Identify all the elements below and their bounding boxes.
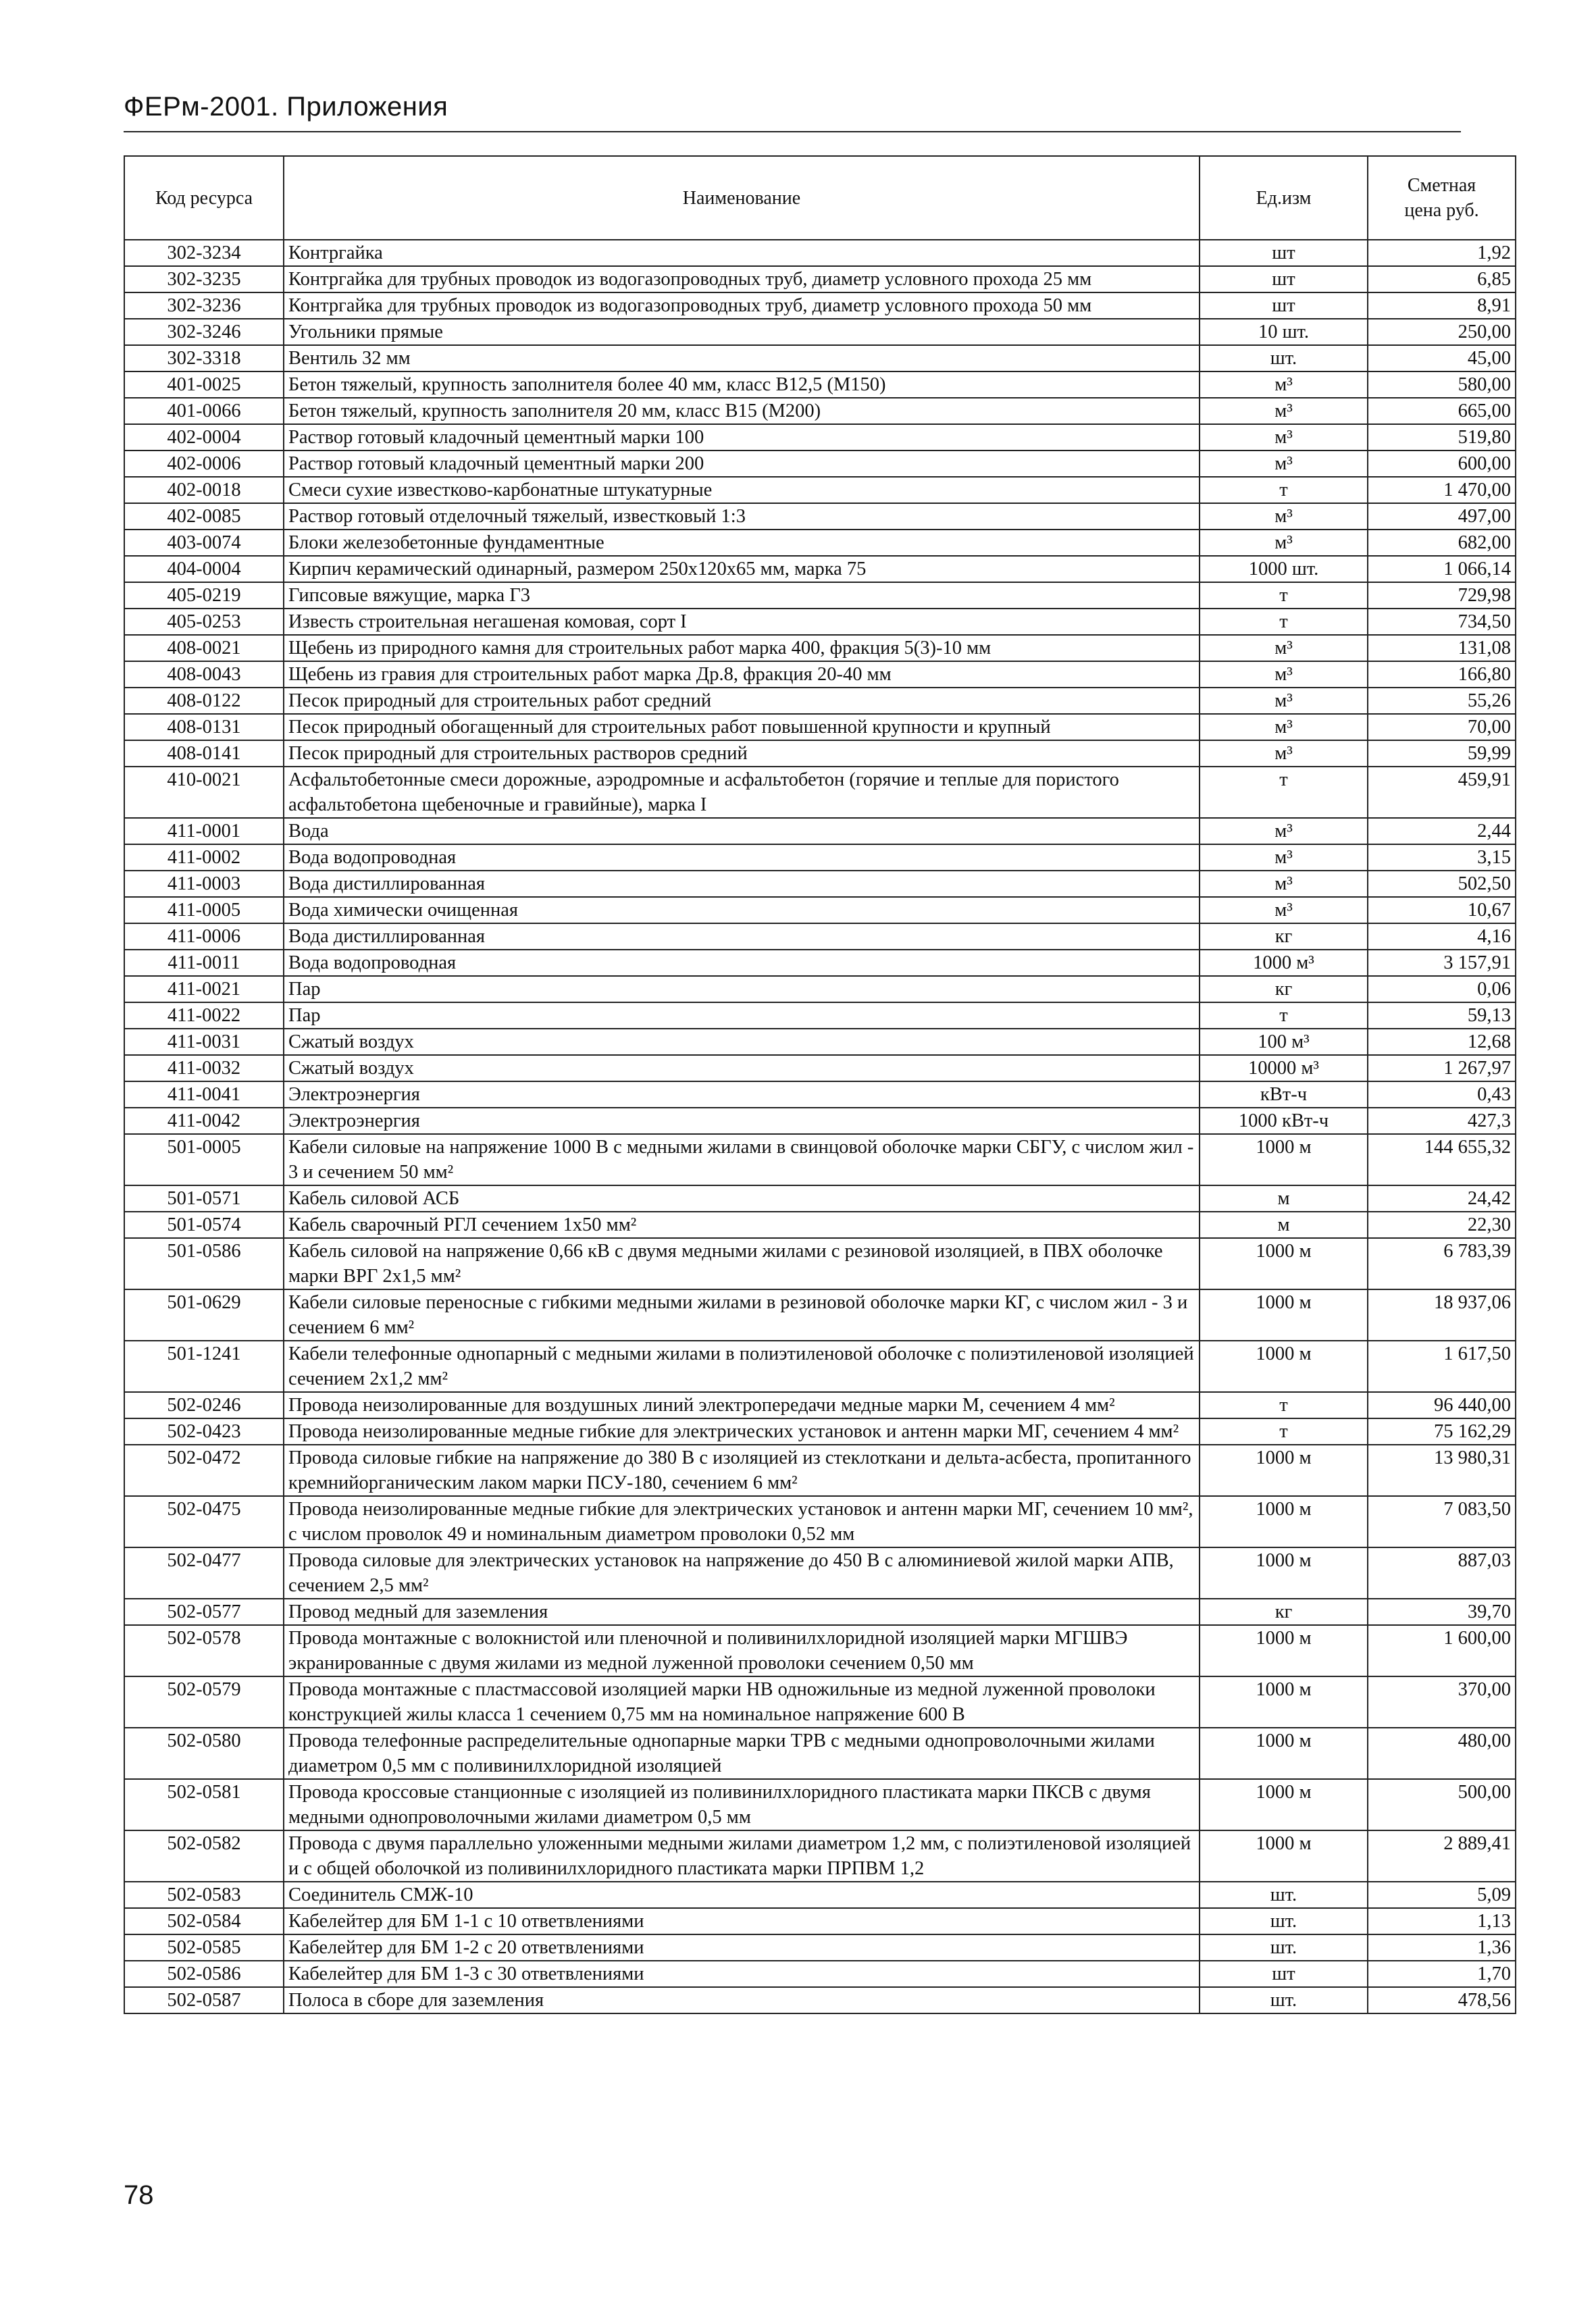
- cell-unit: шт.: [1200, 1987, 1368, 2013]
- table-row: [124, 477, 1516, 503]
- table-header-row: [124, 156, 1516, 240]
- cell-price: 8,91: [1368, 292, 1516, 319]
- cell-unit: 1000 м: [1200, 1779, 1368, 1830]
- cell-name: Кирпич керамический одинарный, размером 250x120x65 мм, марка 75: [284, 556, 1200, 582]
- cell-name: Смеси сухие известково-карбонатные штукатурные: [284, 477, 1200, 503]
- cell-price: 6,85: [1368, 266, 1516, 292]
- cell-price: 59,13: [1368, 1002, 1516, 1029]
- cell-name: Кабели телефонные однопарный с медными жилами в полиэтиленовой оболочке с полиэтиленовой изоляцией сечением 2x1,2 мм²: [284, 1341, 1200, 1392]
- cell-unit: 1000 м: [1200, 1547, 1368, 1599]
- cell-unit: м³: [1200, 635, 1368, 661]
- cell-unit: шт.: [1200, 1882, 1368, 1908]
- cell-code: 501-0629: [124, 1289, 284, 1341]
- cell-unit: т: [1200, 1418, 1368, 1445]
- cell-name: Бетон тяжелый, крупность заполнителя 20 мм, класс В15 (М200): [284, 398, 1200, 424]
- cell-price: 12,68: [1368, 1029, 1516, 1055]
- cell-name: Раствор готовый кладочный цементный марки 100: [284, 424, 1200, 451]
- cell-code: 501-0005: [124, 1134, 284, 1185]
- cell-code: 402-0004: [124, 424, 284, 451]
- cell-unit: шт.: [1200, 1934, 1368, 1961]
- cell-unit: 1000 м: [1200, 1238, 1368, 1289]
- cell-unit: 1000 м: [1200, 1289, 1368, 1341]
- table-row: [124, 661, 1516, 688]
- cell-code: 502-0585: [124, 1934, 284, 1961]
- table-row: [124, 1212, 1516, 1238]
- table-row: [124, 1728, 1516, 1779]
- cell-unit: шт: [1200, 292, 1368, 319]
- cell-price: 0,43: [1368, 1081, 1516, 1108]
- cell-price: 600,00: [1368, 451, 1516, 477]
- cell-code: 408-0021: [124, 635, 284, 661]
- cell-code: 302-3236: [124, 292, 284, 319]
- cell-code: 408-0043: [124, 661, 284, 688]
- cell-code: 302-3318: [124, 345, 284, 371]
- cell-unit: 1000 м: [1200, 1445, 1368, 1496]
- table-row: [124, 1418, 1516, 1445]
- cell-price: 96 440,00: [1368, 1392, 1516, 1418]
- cell-name: Провода неизолированные медные гибкие для электрических установок и антенн марки МГ, сечением 4 мм²: [284, 1418, 1200, 1445]
- cell-name: Провода телефонные распределительные однопарные марки ТРВ с медными однопроволочными жилами диаметром 0,5 мм с поливинилхлоридной изоляцией: [284, 1728, 1200, 1779]
- table-row: [124, 1445, 1516, 1496]
- cell-price: 13 980,31: [1368, 1445, 1516, 1496]
- cell-name: Песок природный для строительных растворов средний: [284, 740, 1200, 767]
- cell-name: Кабель силовой на напряжение 0,66 кВ с двумя медными жилами с резиновой изоляцией, в ПВХ оболочке марки ВРГ 2x1,5 мм²: [284, 1238, 1200, 1289]
- cell-price: 2,44: [1368, 818, 1516, 844]
- table-row: [124, 688, 1516, 714]
- cell-name: Пар: [284, 1002, 1200, 1029]
- cell-name: Провода силовые для электрических установок на напряжение до 450 В с алюминиевой жилой марки АПВ, сечением 2,5 мм²: [284, 1547, 1200, 1599]
- table-row: [124, 1961, 1516, 1987]
- table-row: [124, 740, 1516, 767]
- cell-code: 401-0025: [124, 371, 284, 398]
- column-header-price: Сметная цена руб.: [1368, 156, 1516, 240]
- column-header-code: Код ресурса: [124, 156, 284, 240]
- cell-price: 4,16: [1368, 923, 1516, 950]
- cell-price: 519,80: [1368, 424, 1516, 451]
- cell-name: Вода водопроводная: [284, 844, 1200, 871]
- cell-code: 405-0253: [124, 609, 284, 635]
- cell-price: 75 162,29: [1368, 1418, 1516, 1445]
- table-row: [124, 1341, 1516, 1392]
- table-row: [124, 345, 1516, 371]
- cell-unit: кг: [1200, 1599, 1368, 1625]
- cell-price: 45,00: [1368, 345, 1516, 371]
- cell-name: Бетон тяжелый, крупность заполнителя более 40 мм, класс В12,5 (М150): [284, 371, 1200, 398]
- table-row: [124, 1882, 1516, 1908]
- cell-price: 10,67: [1368, 897, 1516, 923]
- cell-price: 6 783,39: [1368, 1238, 1516, 1289]
- cell-price: 682,00: [1368, 530, 1516, 556]
- cell-name: Асфальтобетонные смеси дорожные, аэродромные и асфальтобетон (горячие и теплые для пористого асфальтобетона щебеночные и гравийные), марка I: [284, 767, 1200, 818]
- cell-code: 302-3234: [124, 240, 284, 266]
- cell-code: 502-0586: [124, 1961, 284, 1987]
- cell-unit: 1000 м: [1200, 1728, 1368, 1779]
- cell-name: Вода водопроводная: [284, 950, 1200, 976]
- cell-price: 459,91: [1368, 767, 1516, 818]
- cell-code: 411-0032: [124, 1055, 284, 1081]
- cell-code: 502-0246: [124, 1392, 284, 1418]
- cell-price: 18 937,06: [1368, 1289, 1516, 1341]
- cell-unit: 1000 кВт-ч: [1200, 1108, 1368, 1134]
- cell-unit: 1000 м: [1200, 1134, 1368, 1185]
- cell-code: 411-0021: [124, 976, 284, 1002]
- cell-unit: 1000 м: [1200, 1341, 1368, 1392]
- cell-code: 402-0018: [124, 477, 284, 503]
- cell-code: 402-0006: [124, 451, 284, 477]
- table-row: [124, 714, 1516, 740]
- table-row: [124, 897, 1516, 923]
- table-row: [124, 1392, 1516, 1418]
- page-header: [124, 86, 1461, 132]
- cell-code: 411-0031: [124, 1029, 284, 1055]
- table-row: [124, 1496, 1516, 1547]
- cell-name: Известь строительная негашеная комовая, сорт I: [284, 609, 1200, 635]
- cell-code: 404-0004: [124, 556, 284, 582]
- table-row: [124, 844, 1516, 871]
- cell-name: Провода монтажные с волокнистой или пленочной и поливинилхлоридной изоляцией марки МГШВЭ экранированные с двумя жилами из медной луженной проволоки сечением 0,50 мм: [284, 1625, 1200, 1676]
- cell-name: Провода монтажные с пластмассовой изоляцией марки НВ одножильные из медной луженной проволоки конструкцией жилы класса 1 сечением 0,75 мм на номинальное напряжение 600 В: [284, 1676, 1200, 1728]
- page-number: 78: [124, 2180, 154, 2210]
- cell-code: 501-0571: [124, 1185, 284, 1212]
- cell-price: 2 889,41: [1368, 1830, 1516, 1882]
- cell-name: Песок природный обогащенный для строительных работ повышенной крупности и крупный: [284, 714, 1200, 740]
- cell-unit: м: [1200, 1212, 1368, 1238]
- cell-code: 411-0001: [124, 818, 284, 844]
- cell-price: 502,50: [1368, 871, 1516, 897]
- cell-price: 729,98: [1368, 582, 1516, 609]
- cell-code: 411-0042: [124, 1108, 284, 1134]
- cell-price: 1,13: [1368, 1908, 1516, 1934]
- cell-code: 501-0574: [124, 1212, 284, 1238]
- column-header-name: Наименование: [284, 156, 1200, 240]
- cell-code: 502-0578: [124, 1625, 284, 1676]
- cell-price: 24,42: [1368, 1185, 1516, 1212]
- cell-code: 408-0122: [124, 688, 284, 714]
- cell-unit: м³: [1200, 371, 1368, 398]
- table-row: [124, 818, 1516, 844]
- cell-name: Провода неизолированные медные гибкие для электрических установок и антенн марки МГ, сечением 10 мм², с числом проволок 49 и номинальным диаметром проволоки 0,52 мм: [284, 1496, 1200, 1547]
- table-row: [124, 1134, 1516, 1185]
- cell-unit: м³: [1200, 503, 1368, 530]
- table-row: [124, 976, 1516, 1002]
- cell-price: 887,03: [1368, 1547, 1516, 1599]
- cell-code: 411-0005: [124, 897, 284, 923]
- cell-code: 411-0003: [124, 871, 284, 897]
- cell-name: Провод медный для заземления: [284, 1599, 1200, 1625]
- cell-name: Провода с двумя параллельно уложенными медными жилами диаметром 1,2 мм, с полиэтиленовой изоляцией и с общей оболочкой из поливинилхлоридного пластиката марки ПРПВМ 1,2: [284, 1830, 1200, 1882]
- cell-code: 502-0580: [124, 1728, 284, 1779]
- cell-price: 734,50: [1368, 609, 1516, 635]
- table-row: [124, 556, 1516, 582]
- cell-code: 502-0579: [124, 1676, 284, 1728]
- cell-unit: т: [1200, 767, 1368, 818]
- cell-unit: т: [1200, 609, 1368, 635]
- cell-name: Провода кроссовые станционные с изоляцией из поливинилхлоридного пластиката марки ПКСВ с двумя медными однопроволочными жилами диаметром 0,5 мм: [284, 1779, 1200, 1830]
- cell-unit: м: [1200, 1185, 1368, 1212]
- cell-name: Вода дистиллированная: [284, 871, 1200, 897]
- cell-name: Полоса в сборе для заземления: [284, 1987, 1200, 2013]
- cell-name: Сжатый воздух: [284, 1029, 1200, 1055]
- cell-name: Контргайка: [284, 240, 1200, 266]
- cell-unit: кВт-ч: [1200, 1081, 1368, 1108]
- cell-unit: 100 м³: [1200, 1029, 1368, 1055]
- table-row: [124, 451, 1516, 477]
- cell-code: 502-0584: [124, 1908, 284, 1934]
- table-row: [124, 398, 1516, 424]
- table-row: [124, 1934, 1516, 1961]
- table-row: [124, 530, 1516, 556]
- cell-name: Контргайка для трубных проводок из водогазопроводных труб, диаметр условного прохода 50 мм: [284, 292, 1200, 319]
- table-row: [124, 1081, 1516, 1108]
- cell-code: 501-1241: [124, 1341, 284, 1392]
- cell-code: 502-0477: [124, 1547, 284, 1599]
- cell-code: 405-0219: [124, 582, 284, 609]
- cell-price: 1 600,00: [1368, 1625, 1516, 1676]
- cell-name: Кабель силовой АСБ: [284, 1185, 1200, 1212]
- cell-code: 502-0423: [124, 1418, 284, 1445]
- cell-price: 665,00: [1368, 398, 1516, 424]
- cell-unit: м³: [1200, 398, 1368, 424]
- cell-name: Угольники прямые: [284, 319, 1200, 345]
- cell-unit: м³: [1200, 424, 1368, 451]
- cell-unit: 10000 м³: [1200, 1055, 1368, 1081]
- cell-unit: 1000 м: [1200, 1496, 1368, 1547]
- cell-price: 427,3: [1368, 1108, 1516, 1134]
- cell-price: 131,08: [1368, 635, 1516, 661]
- cell-price: 3 157,91: [1368, 950, 1516, 976]
- cell-price: 144 655,32: [1368, 1134, 1516, 1185]
- table-row: [124, 1676, 1516, 1728]
- cell-unit: т: [1200, 1392, 1368, 1418]
- cell-name: Провода неизолированные для воздушных линий электропередачи медные марки М, сечением 4 мм²: [284, 1392, 1200, 1418]
- cell-name: Кабелейтер для БМ 1-1 с 10 ответвлениями: [284, 1908, 1200, 1934]
- cell-name: Раствор готовый кладочный цементный марки 200: [284, 451, 1200, 477]
- cell-unit: м³: [1200, 844, 1368, 871]
- cell-code: 411-0041: [124, 1081, 284, 1108]
- table-row: [124, 1238, 1516, 1289]
- cell-unit: шт: [1200, 1961, 1368, 1987]
- cell-code: 411-0022: [124, 1002, 284, 1029]
- table-row: [124, 319, 1516, 345]
- cell-unit: т: [1200, 582, 1368, 609]
- cell-code: 502-0587: [124, 1987, 284, 2013]
- cell-unit: 10 шт.: [1200, 319, 1368, 345]
- table-row: [124, 1289, 1516, 1341]
- cell-unit: т: [1200, 477, 1368, 503]
- cell-unit: м³: [1200, 451, 1368, 477]
- table-row: [124, 950, 1516, 976]
- table-body: [124, 240, 1516, 2013]
- table-row: [124, 266, 1516, 292]
- table-row: [124, 1625, 1516, 1676]
- cell-price: 1 267,97: [1368, 1055, 1516, 1081]
- cell-code: 502-0472: [124, 1445, 284, 1496]
- cell-name: Сжатый воздух: [284, 1055, 1200, 1081]
- cell-price: 497,00: [1368, 503, 1516, 530]
- cell-name: Гипсовые вяжущие, марка Г3: [284, 582, 1200, 609]
- cell-price: 59,99: [1368, 740, 1516, 767]
- table-row: [124, 1108, 1516, 1134]
- cell-price: 1,36: [1368, 1934, 1516, 1961]
- cell-price: 250,00: [1368, 319, 1516, 345]
- cell-unit: м³: [1200, 871, 1368, 897]
- table-row: [124, 503, 1516, 530]
- cell-unit: шт: [1200, 240, 1368, 266]
- cell-price: 0,06: [1368, 976, 1516, 1002]
- cell-code: 502-0577: [124, 1599, 284, 1625]
- cell-price: 478,56: [1368, 1987, 1516, 2013]
- cell-name: Раствор готовый отделочный тяжелый, известковый 1:3: [284, 503, 1200, 530]
- column-header-unit: Ед.изм: [1200, 156, 1368, 240]
- table-row: [124, 1055, 1516, 1081]
- cell-code: 501-0586: [124, 1238, 284, 1289]
- cell-unit: шт.: [1200, 1908, 1368, 1934]
- cell-name: Кабелейтер для БМ 1-2 с 20 ответвлениями: [284, 1934, 1200, 1961]
- cell-unit: м³: [1200, 661, 1368, 688]
- cell-name: Вода: [284, 818, 1200, 844]
- cell-price: 22,30: [1368, 1212, 1516, 1238]
- cell-unit: м³: [1200, 897, 1368, 923]
- table-row: [124, 371, 1516, 398]
- cell-code: 302-3235: [124, 266, 284, 292]
- table-row: [124, 923, 1516, 950]
- cell-price: 1 617,50: [1368, 1341, 1516, 1392]
- cell-code: 411-0011: [124, 950, 284, 976]
- table-row: [124, 1779, 1516, 1830]
- cell-price: 1 470,00: [1368, 477, 1516, 503]
- cell-unit: м³: [1200, 714, 1368, 740]
- cell-name: Кабелейтер для БМ 1-3 с 30 ответвлениями: [284, 1961, 1200, 1987]
- cell-name: Электроэнергия: [284, 1081, 1200, 1108]
- cell-unit: 1000 м³: [1200, 950, 1368, 976]
- cell-code: 302-3246: [124, 319, 284, 345]
- table-row: [124, 1987, 1516, 2013]
- cell-name: Блоки железобетонные фундаментные: [284, 530, 1200, 556]
- cell-price: 580,00: [1368, 371, 1516, 398]
- table-row: [124, 582, 1516, 609]
- cell-code: 502-0583: [124, 1882, 284, 1908]
- cell-unit: м³: [1200, 530, 1368, 556]
- cell-unit: м³: [1200, 818, 1368, 844]
- cell-price: 1 066,14: [1368, 556, 1516, 582]
- table-row: [124, 871, 1516, 897]
- cell-unit: м³: [1200, 688, 1368, 714]
- cell-code: 410-0021: [124, 767, 284, 818]
- cell-price: 3,15: [1368, 844, 1516, 871]
- cell-name: Пар: [284, 976, 1200, 1002]
- cell-unit: т: [1200, 1002, 1368, 1029]
- cell-unit: 1000 м: [1200, 1625, 1368, 1676]
- cell-name: Кабели силовые на напряжение 1000 В с медными жилами в свинцовой оболочке марки СБГУ, с числом жил - 3 и сечением 50 мм²: [284, 1134, 1200, 1185]
- cell-unit: 1000 шт.: [1200, 556, 1368, 582]
- table-row: [124, 1830, 1516, 1882]
- table-row: [124, 1908, 1516, 1934]
- cell-name: Кабель сварочный РГЛ сечением 1x50 мм²: [284, 1212, 1200, 1238]
- cell-price: 166,80: [1368, 661, 1516, 688]
- cell-price: 5,09: [1368, 1882, 1516, 1908]
- table-row: [124, 635, 1516, 661]
- table-row: [124, 1185, 1516, 1212]
- cell-price: 70,00: [1368, 714, 1516, 740]
- cell-name: Вода дистиллированная: [284, 923, 1200, 950]
- cell-price: 480,00: [1368, 1728, 1516, 1779]
- table-row: [124, 292, 1516, 319]
- cell-unit: 1000 м: [1200, 1830, 1368, 1882]
- cell-code: 401-0066: [124, 398, 284, 424]
- cell-name: Электроэнергия: [284, 1108, 1200, 1134]
- cell-price: 370,00: [1368, 1676, 1516, 1728]
- cell-name: Соединитель СМЖ-10: [284, 1882, 1200, 1908]
- cell-price: 500,00: [1368, 1779, 1516, 1830]
- cell-code: 408-0131: [124, 714, 284, 740]
- cell-code: 502-0582: [124, 1830, 284, 1882]
- table-row: [124, 609, 1516, 635]
- table-row: [124, 767, 1516, 818]
- resource-price-table: [124, 155, 1516, 2014]
- cell-price: 39,70: [1368, 1599, 1516, 1625]
- cell-code: 402-0085: [124, 503, 284, 530]
- cell-code: 411-0006: [124, 923, 284, 950]
- cell-name: Вода химически очищенная: [284, 897, 1200, 923]
- cell-name: Песок природный для строительных работ средний: [284, 688, 1200, 714]
- cell-code: 408-0141: [124, 740, 284, 767]
- cell-name: Щебень из природного камня для строительных работ марка 400, фракция 5(3)-10 мм: [284, 635, 1200, 661]
- table-row: [124, 1547, 1516, 1599]
- cell-name: Контргайка для трубных проводок из водогазопроводных труб, диаметр условного прохода 25 мм: [284, 266, 1200, 292]
- table-row: [124, 1599, 1516, 1625]
- document-title: ФЕРм-2001. Приложения: [124, 92, 448, 122]
- cell-price: 1,92: [1368, 240, 1516, 266]
- table-row: [124, 1002, 1516, 1029]
- cell-unit: м³: [1200, 740, 1368, 767]
- cell-name: Вентиль 32 мм: [284, 345, 1200, 371]
- cell-unit: 1000 м: [1200, 1676, 1368, 1728]
- cell-code: 502-0581: [124, 1779, 284, 1830]
- cell-unit: шт.: [1200, 345, 1368, 371]
- table-row: [124, 424, 1516, 451]
- cell-price: 55,26: [1368, 688, 1516, 714]
- cell-name: Кабели силовые переносные с гибкими медными жилами в резиновой оболочке марки КГ, с числом жил - 3 и сечением 6 мм²: [284, 1289, 1200, 1341]
- cell-unit: кг: [1200, 976, 1368, 1002]
- cell-price: 7 083,50: [1368, 1496, 1516, 1547]
- table-row: [124, 240, 1516, 266]
- cell-unit: кг: [1200, 923, 1368, 950]
- cell-code: 411-0002: [124, 844, 284, 871]
- cell-code: 403-0074: [124, 530, 284, 556]
- cell-name: Провода силовые гибкие на напряжение до 380 В с изоляцией из стеклоткани и дельта-асбеста, пропитанного кремнийорганическим лаком марки ПСУ-180, сечением 6 мм²: [284, 1445, 1200, 1496]
- cell-name: Щебень из гравия для строительных работ марка Др.8, фракция 20-40 мм: [284, 661, 1200, 688]
- cell-unit: шт: [1200, 266, 1368, 292]
- cell-price: 1,70: [1368, 1961, 1516, 1987]
- table-row: [124, 1029, 1516, 1055]
- cell-code: 502-0475: [124, 1496, 284, 1547]
